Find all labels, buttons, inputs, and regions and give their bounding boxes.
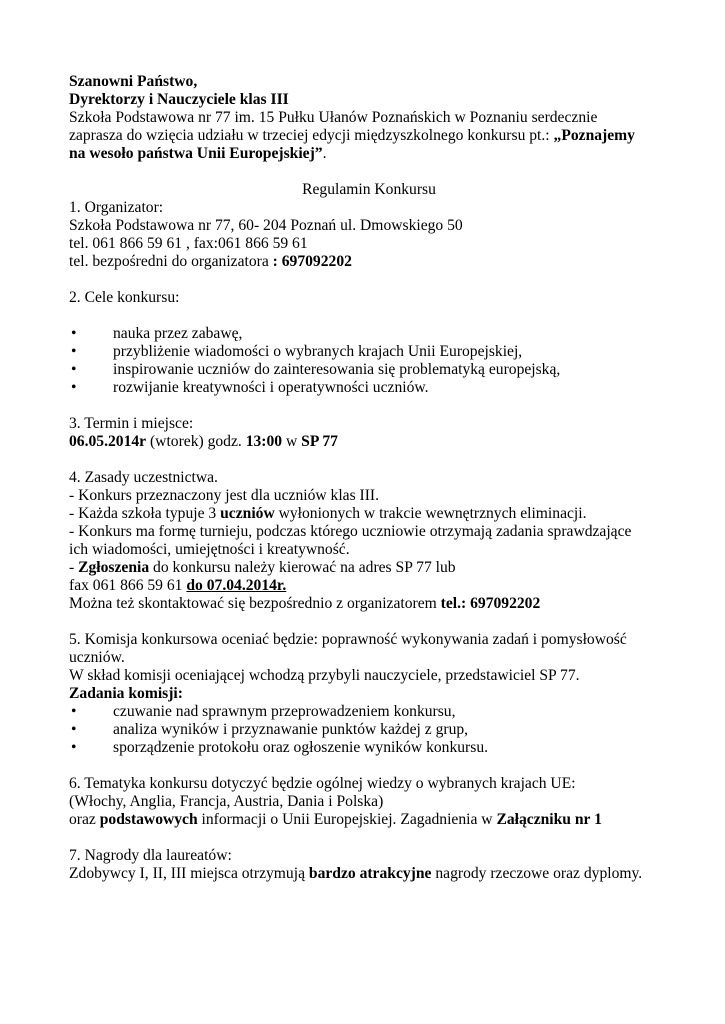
bullet-icon: • [71, 703, 77, 720]
salutation: Szanowni Państwo, [69, 73, 198, 90]
bullet-icon: • [71, 361, 77, 378]
prizes-line: Zdobywcy I, II, III miejsca otrzymują bardzo atrakcyjne nagrody rzeczowe oraz dyplomy. [69, 865, 643, 882]
organizer-direct-phone: tel. bezpośredni do organizatora : 697092202 [69, 253, 352, 270]
intro-line-2: zaprasza do wzięcia udziału w trzeciej edycji międzyszkolnego konkursu pt.: „Poznajemy [69, 127, 635, 144]
list-item: • nauka przez zabawę, [71, 325, 243, 342]
schedule-heading: 3. Termin i miejsce: [69, 415, 194, 432]
rules-line-7: Można też skontaktować się bezpośrednio z organizatorem tel.: 697092202 [69, 595, 541, 612]
organizer-phones: tel. 061 866 59 61 , fax:061 866 59 61 [69, 235, 308, 252]
rules-line-6: fax 061 866 59 61 do 07.04.2014r. [69, 577, 287, 594]
intro-line-1: Szkoła Podstawowa nr 77 im. 15 Pułku Ułanów Poznańskich w Poznaniu serdecznie [69, 109, 598, 126]
deadline: do 07.04.2014r. [186, 577, 287, 594]
rules-line-4: ich wiadomości, umiejętności i kreatywność. [69, 541, 350, 558]
rules-line-1: - Konkurs przeznaczony jest dla uczniów klas III. [69, 487, 380, 504]
bullet-icon: • [71, 721, 77, 738]
list-item: • czuwanie nad sprawnym przeprowadzeniem konkursu, [71, 703, 456, 720]
addressees: Dyrektorzy i Nauczyciele klas III [69, 91, 289, 108]
bullet-icon: • [71, 739, 77, 756]
rules-line-3: - Konkurs ma formę turnieju, podczas którego uczniowie otrzymają zadania sprawdzające [69, 523, 632, 540]
rules-line-2: - Każda szkoła typuje 3 uczniów wyłonionych w trakcie wewnętrznych eliminacji. [69, 505, 587, 522]
goals-heading: 2. Cele konkursu: [69, 289, 180, 306]
intro-line-3: na wesoło państwa Unii Europejskiej”. [69, 145, 327, 162]
topics-line-1: 6. Tematyka konkursu dotyczyć będzie ogólnej wiedzy o wybranych krajach UE: [69, 775, 576, 792]
committee-line-3: W skład komisji oceniającej wchodzą przybyli nauczyciele, przedstawiciel SP 77. [69, 667, 580, 684]
contest-title-cont: na wesoło państwa Unii Europejskiej” [69, 145, 323, 162]
topics-line-3: oraz podstawowych informacji o Unii Europejskiej. Zagadnienia w Załączniku nr 1 [69, 811, 602, 828]
schedule-details: 06.05.2014r (wtorek) godz. 13:00 w SP 77 [69, 433, 338, 450]
prizes-heading: 7. Nagrody dla laureatów: [69, 847, 232, 864]
committee-tasks-heading: Zadania komisji: [69, 685, 183, 702]
organizer-heading: 1. Organizator: [69, 199, 164, 216]
rules-heading: 4. Zasady uczestnictwa. [69, 469, 218, 486]
bullet-icon: • [71, 343, 77, 360]
list-item: • rozwijanie kreatywności i operatywności uczniów. [71, 379, 429, 396]
organizer-address: Szkoła Podstawowa nr 77, 60- 204 Poznań ul. Dmowskiego 50 [69, 217, 463, 234]
list-item: • analiza wyników i przyznawanie punktów każdej z grup, [71, 721, 469, 738]
rules-line-5: - Zgłoszenia do konkursu należy kierować na adres SP 77 lub [69, 559, 456, 576]
committee-line-1: 5. Komisja konkursowa oceniać będzie: poprawność wykonywania zadań i pomysłowość [69, 631, 627, 648]
bullet-icon: • [71, 325, 77, 342]
list-item: • sporządzenie protokołu oraz ogłoszenie wyników konkursu. [71, 739, 489, 756]
regulations-title: Regulamin Konkursu [302, 181, 436, 198]
letter-body [69, 73, 669, 883]
committee-line-2: uczniów. [69, 649, 125, 666]
topics-line-2: (Włochy, Anglia, Francja, Austria, Dania i Polska) [69, 793, 384, 810]
bullet-icon: • [71, 379, 77, 396]
list-item: • przybliżenie wiadomości o wybranych krajach Unii Europejskiej, [71, 343, 523, 360]
list-item: • inspirowanie uczniów do zainteresowania się problematyką europejską, [71, 361, 561, 378]
contest-title: „Poznajemy [553, 127, 635, 144]
